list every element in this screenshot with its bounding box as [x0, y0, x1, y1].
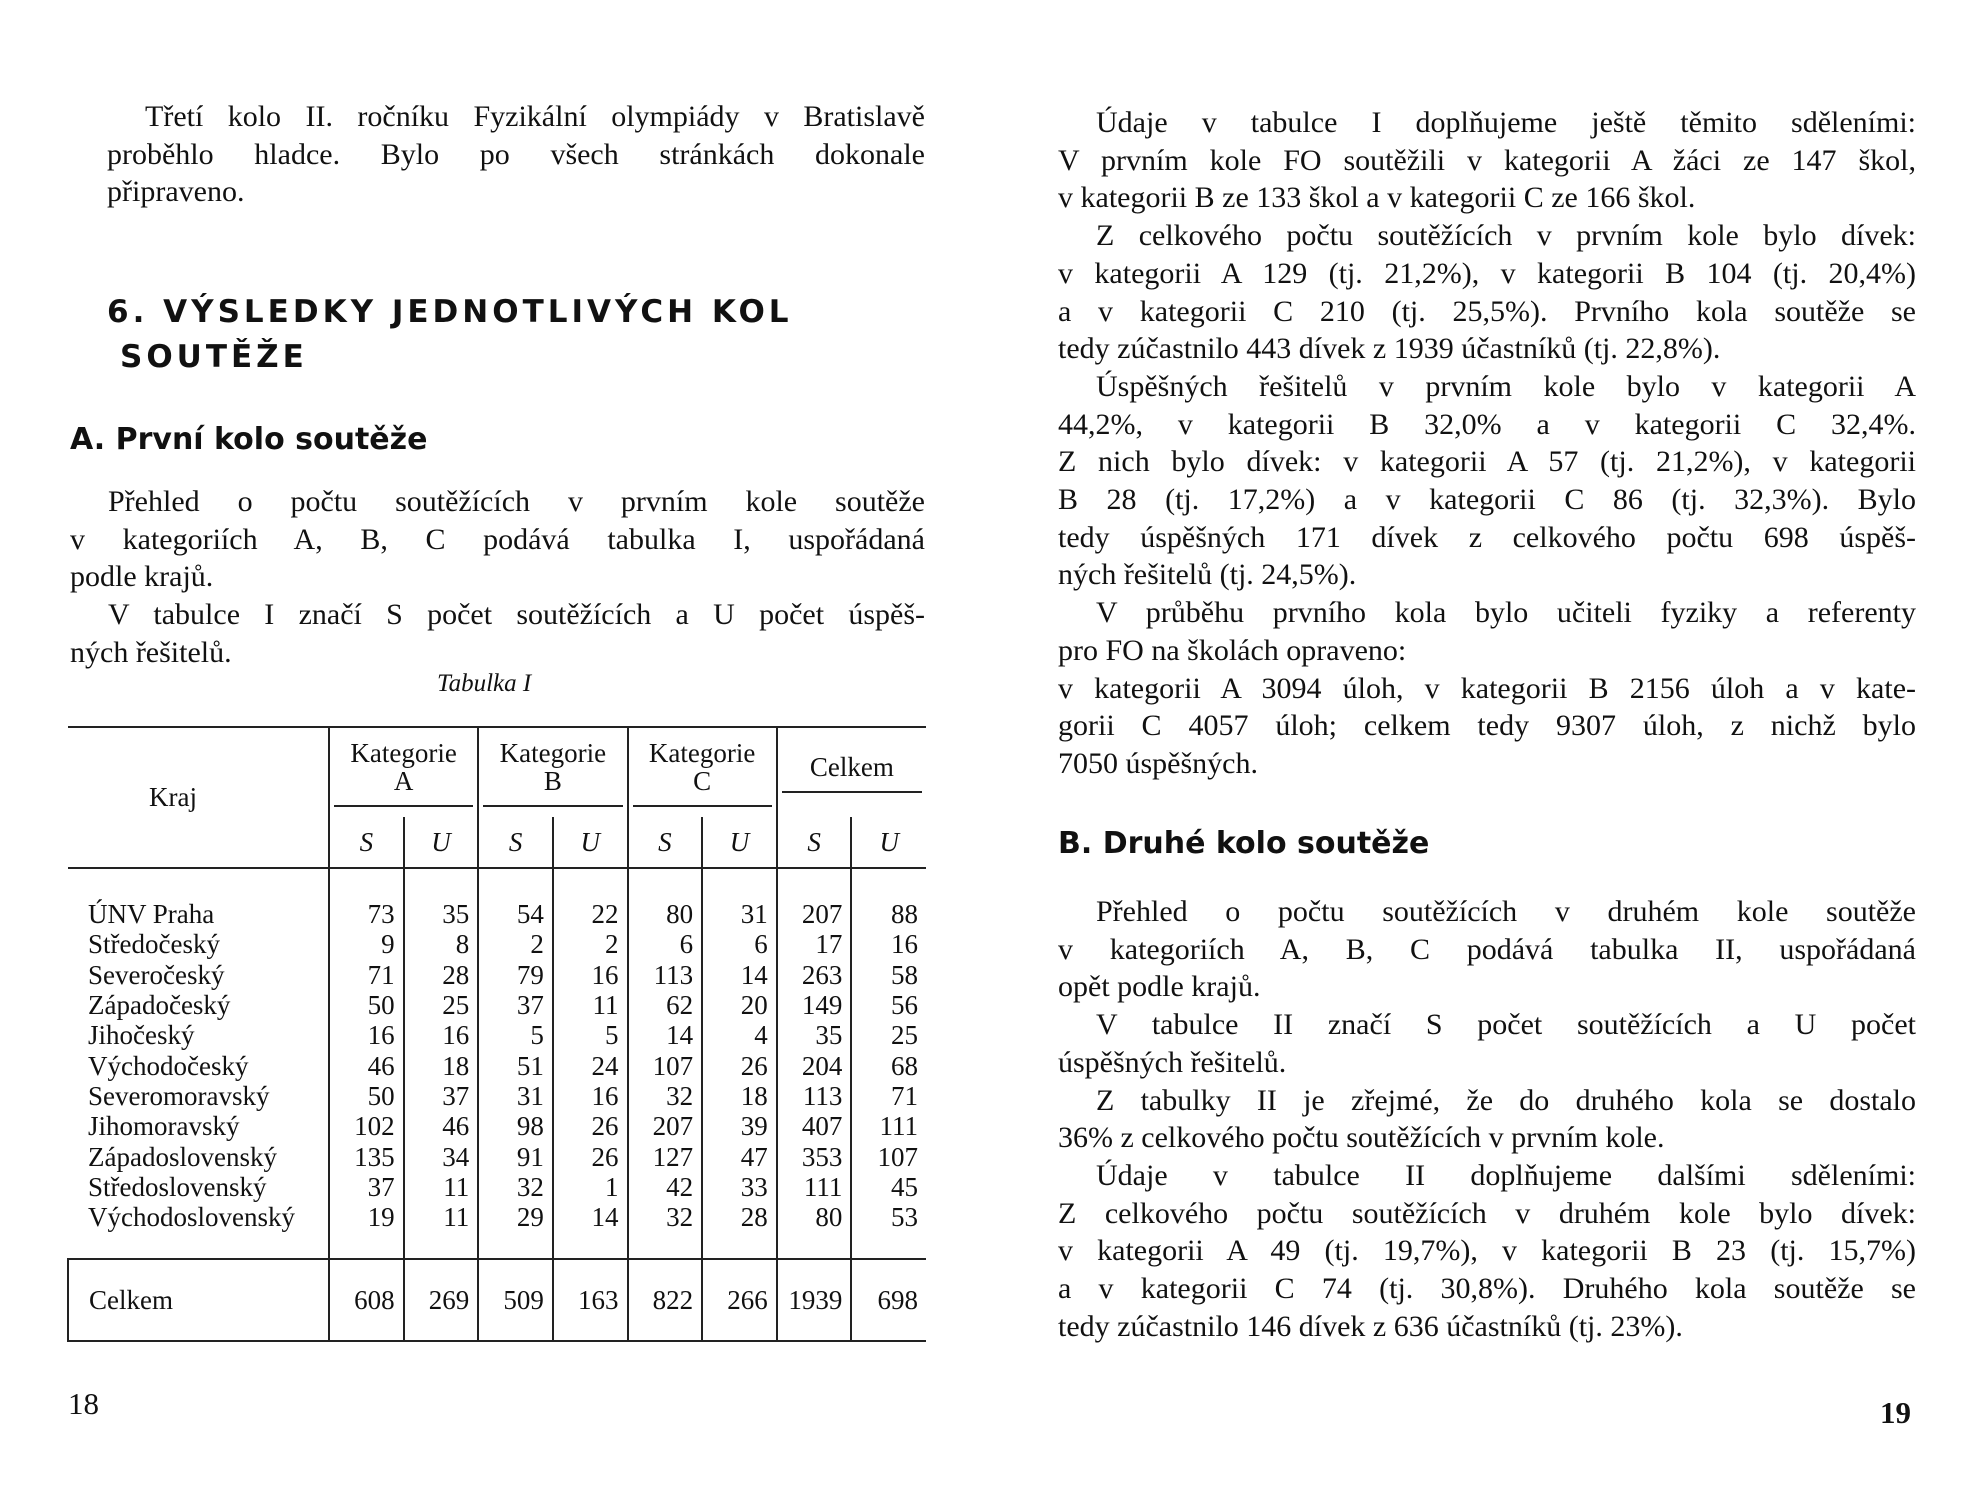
value-cell: 17: [777, 929, 852, 959]
value-cell: 102: [329, 1111, 404, 1141]
spacer-cell: [702, 1232, 777, 1259]
subheading-first-round: A. První kolo soutěže: [70, 422, 428, 457]
total-value-cell: 509: [478, 1259, 553, 1341]
value-cell: 50: [329, 1081, 404, 1111]
value-cell: 5: [553, 1020, 628, 1050]
value-cell: 8: [404, 929, 479, 959]
spacer-row: [68, 1232, 926, 1259]
header-group: [777, 727, 926, 817]
value-cell: 34: [404, 1141, 479, 1171]
value-cell: 5: [478, 1020, 553, 1050]
subheader-cell: S: [329, 817, 404, 868]
subheader-cell: U: [404, 817, 479, 868]
value-cell: 39: [702, 1111, 777, 1141]
spacer-cell: [404, 1232, 479, 1259]
value-cell: 29: [478, 1202, 553, 1232]
value-cell: 50: [329, 990, 404, 1020]
spacer-cell: [628, 1232, 703, 1259]
spacer-cell: [777, 868, 852, 899]
value-cell: 32: [478, 1172, 553, 1202]
section-heading: [107, 290, 793, 380]
value-cell: 58: [851, 960, 926, 990]
header-group-text: Celkem: [809, 751, 894, 782]
value-cell: 14: [628, 1020, 703, 1050]
first-round-paragraph: [70, 483, 925, 672]
value-cell: 6: [628, 929, 703, 959]
spacer-cell: [553, 1232, 628, 1259]
text-line: v kategoriích A, B, C podává tabulka I, uspořádaná: [70, 522, 925, 556]
value-cell: 107: [851, 1141, 926, 1171]
total-value-cell: 822: [628, 1259, 703, 1341]
subheader-cell: U: [553, 817, 628, 868]
text-line: Úspěšných řešitelů v prvním kole bylo v kategorii A: [1096, 369, 1916, 403]
value-cell: 16: [329, 1020, 404, 1050]
value-cell: 26: [702, 1050, 777, 1080]
header-group-label: [782, 753, 922, 793]
value-cell: 28: [404, 960, 479, 990]
value-cell: 51: [478, 1050, 553, 1080]
value-cell: 1: [553, 1172, 628, 1202]
value-cell: 54: [478, 899, 553, 929]
value-cell: 47: [702, 1141, 777, 1171]
value-cell: 33: [702, 1172, 777, 1202]
value-cell: 80: [628, 899, 703, 929]
text-line: a v kategorii C 210 (tj. 25,5%). Prvního kola soutěže se: [1058, 294, 1916, 328]
text-line: opět podle krajů.: [1058, 970, 1261, 1004]
header-group: [478, 727, 627, 817]
value-cell: 45: [851, 1172, 926, 1202]
spacer-row: [68, 868, 926, 899]
spacer-cell: [553, 868, 628, 899]
text-line: 44,2%, v kategorii B 32,0% a v kategorii C 32,4%.: [1058, 407, 1916, 441]
value-cell: 32: [628, 1202, 703, 1232]
value-cell: 11: [404, 1202, 479, 1232]
region-cell: Západoslovenský: [88, 1141, 277, 1172]
value-cell: 14: [553, 1202, 628, 1232]
value-cell: 18: [702, 1081, 777, 1111]
text-line: B 28 (tj. 17,2%) a v kategorii C 86 (tj. 32,3%). Bylo: [1058, 483, 1916, 517]
text-line: V prvním kole FO soutěžili v kategorii A žáci ze 147 škol,: [1058, 143, 1916, 177]
subheader-cell: U: [851, 817, 926, 868]
spacer-cell: [329, 868, 404, 899]
text-line: v kategorii B ze 133 škol a v kategorii C ze 166 škol.: [1058, 181, 1696, 215]
value-cell: 207: [628, 1111, 703, 1141]
value-cell: 22: [553, 899, 628, 929]
text-line: Přehled o počtu soutěžících v prvním kole soutěže: [108, 485, 925, 518]
header-group-text: Kategorie: [350, 737, 457, 768]
value-cell: 2: [553, 929, 628, 959]
value-cell: 16: [404, 1020, 479, 1050]
total-value-cell: 266: [702, 1259, 777, 1341]
value-cell: 56: [851, 990, 926, 1020]
spacer-cell: [404, 868, 479, 899]
value-cell: 149: [777, 990, 852, 1020]
spacer-cell: [68, 1232, 329, 1259]
header-group-text: C: [693, 765, 712, 796]
value-cell: 88: [851, 899, 926, 929]
value-cell: 18: [404, 1050, 479, 1080]
spacer-cell: [68, 868, 329, 899]
results-table: [67, 726, 926, 1342]
heading-line-2: SOUTĚŽE: [120, 339, 308, 375]
table-row: [68, 990, 926, 1020]
value-cell: 26: [553, 1111, 628, 1141]
table-row: [68, 1081, 926, 1111]
value-cell: 32: [628, 1081, 703, 1111]
value-cell: 107: [628, 1050, 703, 1080]
table-caption: Tabulka I: [437, 670, 532, 697]
text-line: V tabulce II značí S počet soutěžících a U počet: [1096, 1008, 1916, 1042]
text-line: Údaje v tabulce I doplňujeme ještě těmito sděleními:: [1096, 106, 1916, 139]
value-cell: 111: [777, 1172, 852, 1202]
value-cell: 113: [628, 960, 703, 990]
value-cell: 79: [478, 960, 553, 990]
table-row: [68, 1202, 926, 1232]
value-cell: 37: [404, 1081, 479, 1111]
value-cell: 11: [404, 1172, 479, 1202]
text-line: v kategorii A 3094 úloh, v kategorii B 2156 úloh a v kate-: [1058, 671, 1916, 705]
table-row: [68, 1141, 926, 1171]
header-group-label: [483, 739, 622, 807]
value-cell: 91: [478, 1141, 553, 1171]
value-cell: 207: [777, 899, 852, 929]
text-line: v kategorii A 49 (tj. 19,7%), v kategorii B 23 (tj. 15,7%): [1058, 1234, 1916, 1268]
value-cell: 80: [777, 1202, 852, 1232]
table-row: [68, 1172, 926, 1202]
value-cell: 353: [777, 1141, 852, 1171]
region-cell: Východoslovenský: [88, 1202, 295, 1233]
value-cell: 35: [777, 1020, 852, 1050]
subheader-cell: S: [478, 817, 553, 868]
subheader-cell: U: [702, 817, 777, 868]
subheader-cell: S: [777, 817, 852, 868]
text-line: Z tabulky II je zřejmé, že do druhého kola se dostalo: [1096, 1083, 1916, 1117]
spacer-cell: [478, 868, 553, 899]
value-cell: 127: [628, 1141, 703, 1171]
value-cell: 71: [851, 1081, 926, 1111]
spacer-cell: [628, 868, 703, 899]
value-cell: 68: [851, 1050, 926, 1080]
value-cell: 16: [553, 960, 628, 990]
region-cell: Severomoravský: [88, 1080, 270, 1111]
header-group: [628, 727, 777, 817]
text-line: gorii C 4057 úloh; celkem tedy 9307 úloh, z nichž bylo: [1058, 709, 1916, 743]
text-line: V průběhu prvního kola bylo učiteli fyziky a referenty: [1096, 596, 1916, 630]
table-row: [68, 1020, 926, 1050]
value-cell: 14: [702, 960, 777, 990]
subheader-cell: S: [628, 817, 703, 868]
value-cell: 42: [628, 1172, 703, 1202]
value-cell: 46: [404, 1111, 479, 1141]
value-cell: 135: [329, 1141, 404, 1171]
text-line: připraveno.: [107, 175, 245, 209]
text-line: tedy zúčastnilo 443 dívek z 1939 účastníků (tj. 22,8%).: [1058, 332, 1721, 366]
text-line: Z nich bylo dívek: v kategorii A 57 (tj. 21,2%), v kategorii: [1058, 445, 1916, 479]
value-cell: 71: [329, 960, 404, 990]
heading-line-1: 6. VÝSLEDKY JEDNOTLIVÝCH KOL: [107, 294, 793, 330]
value-cell: 25: [851, 1020, 926, 1050]
text-line: Z celkového počtu soutěžících v prvním kole bylo dívek:: [1096, 219, 1916, 253]
total-value-cell: 698: [851, 1259, 926, 1341]
table-row: [68, 1050, 926, 1080]
value-cell: 53: [851, 1202, 926, 1232]
text-line: ných řešitelů.: [70, 635, 232, 669]
second-round-paragraphs: [1058, 893, 1916, 1345]
value-cell: 37: [329, 1172, 404, 1202]
value-cell: 16: [553, 1081, 628, 1111]
spacer-cell: [478, 1232, 553, 1259]
header-group-text: Kategorie: [499, 737, 607, 768]
header-group-text: A: [393, 765, 414, 796]
total-value-cell: 1939: [777, 1259, 852, 1341]
value-cell: 16: [851, 929, 926, 959]
value-cell: 98: [478, 1111, 553, 1141]
value-cell: 26: [553, 1141, 628, 1171]
total-value-cell: 269: [404, 1259, 479, 1341]
header-group-text: B: [543, 765, 562, 796]
subheading-second-round: B. Druhé kolo soutěže: [1058, 826, 1430, 861]
page-number-right: 19: [1880, 1395, 1911, 1430]
value-cell: 204: [777, 1050, 852, 1080]
text-line: podle krajů.: [70, 560, 214, 594]
region-cell: Středoslovenský: [88, 1171, 267, 1202]
table-row: [68, 929, 926, 959]
value-cell: 407: [777, 1111, 852, 1141]
table-row: [68, 960, 926, 990]
value-cell: 24: [553, 1050, 628, 1080]
region-cell: Východočeský: [88, 1050, 249, 1081]
region-cell: Středočeský: [88, 929, 220, 960]
value-cell: 35: [404, 899, 479, 929]
region-cell: Jihočeský: [88, 1020, 195, 1051]
value-cell: 46: [329, 1050, 404, 1080]
text-line: Přehled o počtu soutěžících v druhém kole soutěže: [1096, 895, 1916, 928]
right-paragraphs: [1058, 104, 1916, 783]
value-cell: 62: [628, 990, 703, 1020]
value-cell: 6: [702, 929, 777, 959]
value-cell: 9: [329, 929, 404, 959]
total-value-cell: 608: [329, 1259, 404, 1341]
text-line: v kategoriích A, B, C podává tabulka II, uspořádaná: [1058, 932, 1916, 966]
region-cell: Západočeský: [88, 990, 231, 1021]
total-row: [68, 1259, 926, 1341]
table-row: [68, 1111, 926, 1141]
header-kraj: Kraj: [68, 727, 329, 868]
spacer-cell: [702, 868, 777, 899]
text-line: tedy zúčastnilo 146 dívek z 636 účastníků (tj. 23%).: [1058, 1309, 1683, 1343]
text-line: tedy úspěšných 171 dívek z celkového počtu 698 úspěš-: [1058, 520, 1916, 554]
header-group-text: Kategorie: [648, 737, 756, 768]
spacer-cell: [851, 868, 926, 899]
total-value-cell: 163: [553, 1259, 628, 1341]
text-line: Třetí kolo II. ročníku Fyzikální olympiády v Bratislavě: [145, 100, 925, 133]
text-line: ných řešitelů (tj. 24,5%).: [1058, 558, 1357, 592]
value-cell: 25: [404, 990, 479, 1020]
header-row: [68, 727, 926, 817]
text-line: 36% z celkového počtu soutěžících v prvním kole.: [1058, 1121, 1665, 1155]
spacer-cell: [851, 1232, 926, 1259]
text-line: Z celkového počtu soutěžících v druhém kole bylo dívek:: [1058, 1196, 1916, 1230]
value-cell: 113: [777, 1081, 852, 1111]
text-line: v kategorii A 129 (tj. 21,2%), v kategorii B 104 (tj. 20,4%): [1058, 256, 1916, 290]
value-cell: 2: [478, 929, 553, 959]
intro-paragraph: [107, 98, 925, 211]
value-cell: 111: [851, 1111, 926, 1141]
header-group-label: [633, 739, 772, 807]
region-cell: Jihomoravský: [88, 1111, 240, 1142]
text-line: Údaje v tabulce II doplňujeme dalšími sděleními:: [1096, 1158, 1916, 1192]
value-cell: 20: [702, 990, 777, 1020]
table-row: [68, 899, 926, 929]
value-cell: 263: [777, 960, 852, 990]
text-line: a v kategorii C 74 (tj. 30,8%). Druhého kola soutěže se: [1058, 1272, 1916, 1306]
header-group-label: [334, 739, 473, 807]
value-cell: 28: [702, 1202, 777, 1232]
total-label-cell: Celkem: [68, 1259, 329, 1341]
value-cell: 31: [478, 1081, 553, 1111]
text-line: V tabulce I značí S počet soutěžících a U počet úspěš-: [108, 598, 925, 632]
value-cell: 11: [553, 990, 628, 1020]
text-line: pro FO na školách opraveno:: [1058, 633, 1407, 667]
text-line: proběhlo hladce. Bylo po všech stránkách dokonale: [107, 137, 925, 171]
value-cell: 31: [702, 899, 777, 929]
value-cell: 4: [702, 1020, 777, 1050]
header-group: [329, 727, 478, 817]
region-cell: Severočeský: [88, 959, 225, 990]
region-cell: ÚNV Praha: [88, 899, 215, 930]
text-line: úspěšných řešitelů.: [1058, 1045, 1287, 1079]
spacer-cell: [329, 1232, 404, 1259]
value-cell: 73: [329, 899, 404, 929]
value-cell: 19: [329, 1202, 404, 1232]
text-line: 7050 úspěšných.: [1058, 746, 1258, 780]
page-number-left: 18: [68, 1386, 99, 1421]
value-cell: 37: [478, 990, 553, 1020]
spacer-cell: [777, 1232, 852, 1259]
